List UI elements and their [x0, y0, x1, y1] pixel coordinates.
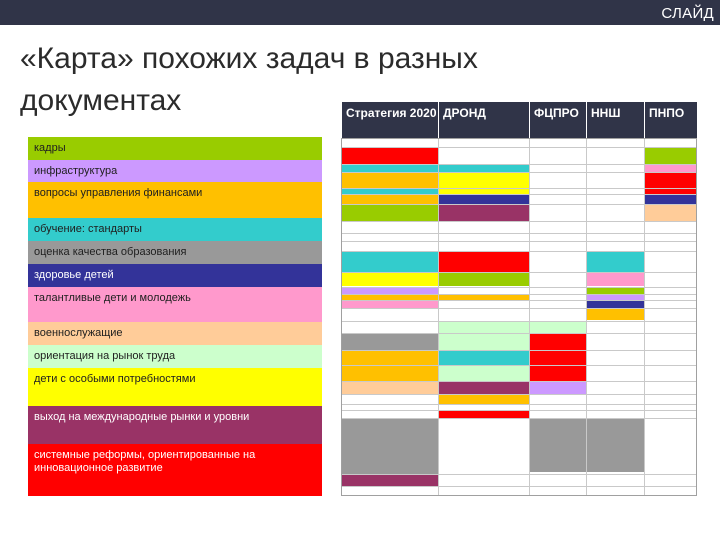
category-3: обучение: стандарты [28, 218, 322, 241]
map-cell [645, 164, 696, 172]
map-cell [587, 300, 644, 308]
map-cell [530, 350, 586, 365]
map-cell [342, 365, 438, 381]
grid-column-line [586, 138, 587, 496]
map-cell [439, 394, 529, 404]
map-cell [439, 333, 529, 350]
map-cell [530, 333, 586, 350]
map-cell [342, 333, 438, 350]
column-header-3: ННШ [587, 102, 644, 138]
category-6: талантливые дети и молодежь [28, 287, 322, 322]
map-cell [645, 172, 696, 194]
map-cell [645, 194, 696, 204]
map-cell [439, 321, 529, 333]
map-cell [587, 251, 644, 272]
map-cell [530, 321, 586, 333]
category-7: военнослужащие [28, 322, 322, 345]
map-cell [439, 251, 529, 272]
grid-column-line [644, 138, 645, 496]
map-cell [587, 272, 644, 286]
column-header-1: ДРОНД [439, 102, 529, 138]
map-cell [439, 365, 529, 381]
map-cell [645, 204, 696, 221]
map-cell [439, 350, 529, 365]
category-9: дети с особыми потребностями [28, 368, 322, 406]
category-1: инфраструктура [28, 160, 322, 182]
map-cell [439, 410, 529, 418]
map-cell [530, 365, 586, 381]
category-5: здоровье детей [28, 264, 322, 287]
column-header-0: Стратегия 2020 [342, 102, 438, 138]
map-cell [342, 287, 438, 294]
category-4: оценка качества образования [28, 241, 322, 264]
map-cell [342, 204, 438, 221]
map-cell [342, 300, 438, 308]
slide-label: СЛАЙД [661, 5, 714, 22]
map-cell [342, 272, 438, 286]
map-cell [439, 272, 529, 286]
map-cell [342, 147, 438, 164]
top-bar [0, 0, 720, 25]
grid-column-line [529, 138, 530, 496]
map-cell [439, 164, 529, 172]
map-cell [587, 287, 644, 294]
map-cell [342, 164, 438, 172]
map-cell [342, 172, 438, 188]
map-cell [342, 194, 438, 204]
category-11: системные реформы, ориентированные на инновационное развитие [28, 444, 322, 496]
map-cell [439, 381, 529, 394]
map-cell [342, 474, 438, 486]
map-cell [342, 350, 438, 365]
map-cell [439, 204, 529, 221]
map-cell [439, 172, 529, 194]
map-cell [342, 251, 438, 272]
column-header-4: ПНПО [645, 102, 697, 138]
map-cell [342, 418, 438, 474]
category-10: выход на международные рынки и уровни [28, 406, 322, 444]
map-cell [645, 147, 696, 164]
map-cell [342, 381, 438, 394]
map-cell [530, 418, 644, 472]
column-header-2: ФЦПРО [530, 102, 586, 138]
map-cell [439, 194, 529, 204]
category-8: ориентация на рынок труда [28, 345, 322, 368]
map-cell [587, 308, 644, 320]
category-2: вопросы управления финансами [28, 182, 322, 218]
slide-title: «Карта» похожих задач в разных документах [20, 42, 478, 117]
category-0: кадры [28, 137, 322, 160]
grid-column-line [438, 138, 439, 496]
map-cell [530, 381, 586, 394]
